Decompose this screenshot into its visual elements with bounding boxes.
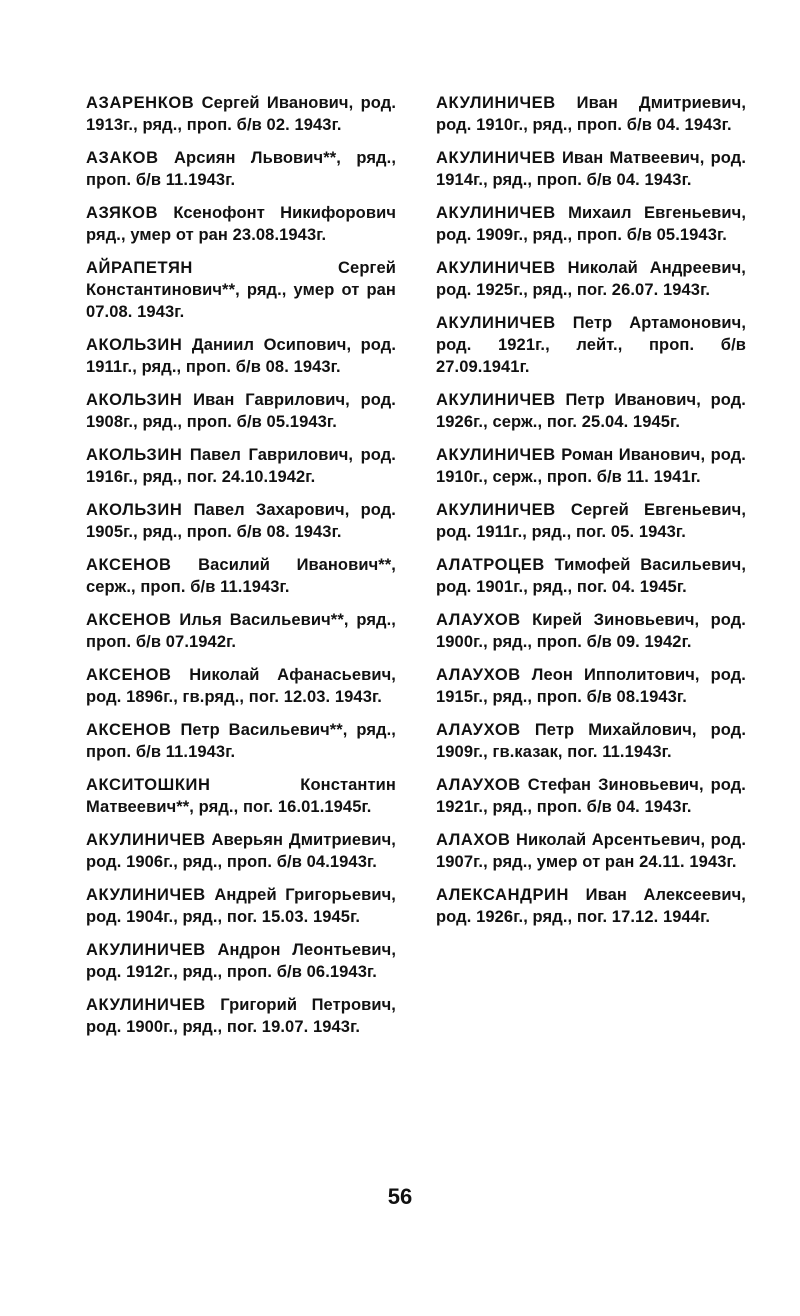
- entry-details: Кирей Зиновьевич, род. 1900г., ряд., проп. б/в 09. 1942г.: [436, 611, 746, 651]
- entry-surname: АКУЛИНИЧЕВ: [436, 149, 556, 167]
- entry-details: Тимофей Васильевич, род. 1901г., ряд., пог. 04. 1945г.: [436, 556, 746, 596]
- entry-details: Константин Матвеевич**, ряд., пог. 16.01.1945г.: [86, 776, 396, 816]
- list-entry: [436, 829, 746, 873]
- list-entry: [86, 499, 396, 543]
- entry-details: Иван Дмитриевич, род. 1910г., ряд., проп. б/в 04. 1943г.: [436, 94, 746, 134]
- list-entry: [86, 939, 396, 983]
- list-entry: [86, 884, 396, 928]
- entry-details: Сергей Иванович, род. 1913г., ряд., проп. б/в 02. 1943г.: [86, 94, 397, 134]
- entry-surname: АКУЛИНИЧЕВ: [436, 446, 556, 464]
- entry-details: Петр Артамонович, род. 1921г., лейт., проп. б/в 27.09.1941г.: [436, 314, 746, 376]
- entry-details: Аверьян Дмитриевич, род. 1906г., ряд., проп. б/в 04.1943г.: [86, 831, 396, 871]
- entry-surname: АКСЕНОВ: [86, 721, 172, 739]
- entry-details: Николай Андреевич, род. 1925г., ряд., пог. 26.07. 1943г.: [436, 259, 746, 299]
- entry-surname: АЛАУХОВ: [436, 776, 521, 794]
- list-entry: [86, 202, 396, 246]
- list-entry: [436, 257, 746, 301]
- list-entry: [436, 609, 746, 653]
- entry-surname: АКСЕНОВ: [86, 611, 172, 629]
- entry-details: Сергей Константинович**, ряд., умер от ран 07.08. 1943г.: [86, 259, 396, 321]
- entry-details: Стефан Зиновьевич, род. 1921г., ряд., проп. б/в 04. 1943г.: [436, 776, 746, 816]
- entry-details: Иван Алексеевич, род. 1926г., ряд., пог. 17.12. 1944г.: [436, 886, 746, 926]
- list-entry: [436, 664, 746, 708]
- entry-details: Илья Васильевич**, ряд., проп. б/в 07.1942г.: [86, 611, 396, 651]
- entry-details: Петр Иванович, род. 1926г., серж., пог. 25.04. 1945г.: [436, 391, 746, 431]
- list-entry: [86, 609, 396, 653]
- entry-details: Григорий Петрович, род. 1900г., ряд., пог. 19.07. 1943г.: [86, 996, 396, 1036]
- entry-details: Ксенофонт Никифорович ряд., умер от ран 23.08.1943г.: [86, 204, 396, 244]
- list-entry: [86, 257, 396, 323]
- list-entry: [436, 774, 746, 818]
- list-entry: [436, 92, 746, 136]
- entry-details: Николай Афанасьевич, род. 1896г., гв.ряд., пог. 12.03. 1943г.: [86, 666, 396, 706]
- list-entry: [436, 499, 746, 543]
- entry-surname: АКОЛЬЗИН: [86, 336, 183, 354]
- list-entry: [86, 829, 396, 873]
- entry-surname: АКУЛИНИЧЕВ: [86, 886, 206, 904]
- left-column: [86, 92, 396, 1049]
- entry-details: Михаил Евгеньевич, род. 1909г., ряд., проп. б/в 05.1943г.: [436, 204, 747, 244]
- entry-surname: АЛАУХОВ: [436, 611, 521, 629]
- entry-details: Иван Гаврилович, род. 1908г., ряд., проп. б/в 05.1943г.: [86, 391, 396, 431]
- entry-surname: АКУЛИНИЧЕВ: [436, 204, 556, 222]
- entry-details: Даниил Осипович, род. 1911г., ряд., проп. б/в 08. 1943г.: [86, 336, 396, 376]
- right-column: [436, 92, 746, 939]
- entry-details: Николай Арсентьевич, род. 1907г., ряд., умер от ран 24.11. 1943г.: [436, 831, 747, 871]
- list-entry: [86, 92, 396, 136]
- entry-surname: АКУЛИНИЧЕВ: [86, 996, 206, 1014]
- list-entry: [86, 774, 396, 818]
- entry-surname: АКУЛИНИЧЕВ: [436, 391, 556, 409]
- list-entry: [436, 554, 746, 598]
- list-entry: [86, 334, 396, 378]
- entry-surname: АКУЛИНИЧЕВ: [436, 94, 556, 112]
- entry-surname: АЛЕКСАНДРИН: [436, 886, 570, 904]
- entry-details: Павел Захарович, род. 1905г., ряд., проп. б/в 08. 1943г.: [86, 501, 396, 541]
- list-entry: [436, 312, 746, 378]
- entry-details: Петр Михайлович, род. 1909г., гв.казак, пог. 11.1943г.: [436, 721, 747, 761]
- entry-details: Василий Иванович**, серж., проп. б/в 11.1943г.: [86, 556, 396, 596]
- list-entry: [86, 719, 396, 763]
- entry-surname: АКОЛЬЗИН: [86, 446, 183, 464]
- entry-details: Павел Гаврилович, род. 1916г., ряд., пог. 24.10.1942г.: [86, 446, 396, 486]
- list-entry: [436, 147, 746, 191]
- entry-details: Андрей Григорьевич, род. 1904г., ряд., пог. 15.03. 1945г.: [86, 886, 396, 926]
- entry-surname: АЛАУХОВ: [436, 666, 521, 684]
- entry-surname: АЛАХОВ: [436, 831, 511, 849]
- entry-surname: АЛАУХОВ: [436, 721, 521, 739]
- list-entry: [436, 389, 746, 433]
- entry-surname: АКСЕНОВ: [86, 556, 172, 574]
- entry-surname: АКУЛИНИЧЕВ: [436, 259, 556, 277]
- entry-details: Леон Ипполитович, род. 1915г., ряд., проп. б/в 08.1943г.: [436, 666, 746, 706]
- list-entry: [436, 884, 746, 928]
- list-entry: [436, 444, 746, 488]
- list-entry: [436, 719, 746, 763]
- entry-surname: АЛАТРОЦЕВ: [436, 556, 545, 574]
- entry-surname: АКУЛИНИЧЕВ: [436, 314, 556, 332]
- entry-surname: АКСЕНОВ: [86, 666, 172, 684]
- list-entry: [86, 994, 396, 1038]
- entry-surname: АКОЛЬЗИН: [86, 391, 183, 409]
- page-number: 56: [387, 1184, 413, 1209]
- entry-details: Иван Матвеевич, род. 1914г., ряд., проп. б/в 04. 1943г.: [436, 149, 747, 189]
- entry-surname: АЗАРЕНКОВ: [86, 94, 195, 112]
- entry-surname: АЗАКОВ: [86, 149, 159, 167]
- entry-surname: АКУЛИНИЧЕВ: [86, 941, 206, 959]
- entry-surname: АКУЛИНИЧЕВ: [86, 831, 206, 849]
- entry-surname: АКОЛЬЗИН: [86, 501, 183, 519]
- entry-surname: АЙРАПЕТЯН: [86, 259, 193, 277]
- list-entry: [436, 202, 746, 246]
- list-entry: [86, 554, 396, 598]
- entry-details: Роман Иванович, род. 1910г., серж., проп. б/в 11. 1941г.: [436, 446, 746, 486]
- entry-surname: АЗЯКОВ: [86, 204, 159, 222]
- entry-surname: АКСИТОШКИН: [86, 776, 211, 794]
- list-entry: [86, 389, 396, 433]
- list-entry: [86, 444, 396, 488]
- entry-details: Андрон Леонтьевич, род. 1912г., ряд., проп. б/в 06.1943г.: [86, 941, 396, 981]
- entry-surname: АКУЛИНИЧЕВ: [436, 501, 556, 519]
- entry-details: Петр Васильевич**, ряд., проп. б/в 11.1943г.: [86, 721, 396, 761]
- list-entry: [86, 664, 396, 708]
- list-entry: [86, 147, 396, 191]
- entry-details: Арсиян Львович**, ряд., проп. б/в 11.1943г.: [86, 149, 396, 189]
- entry-details: Сергей Евгеньевич, род. 1911г., ряд., пог. 05. 1943г.: [436, 501, 747, 541]
